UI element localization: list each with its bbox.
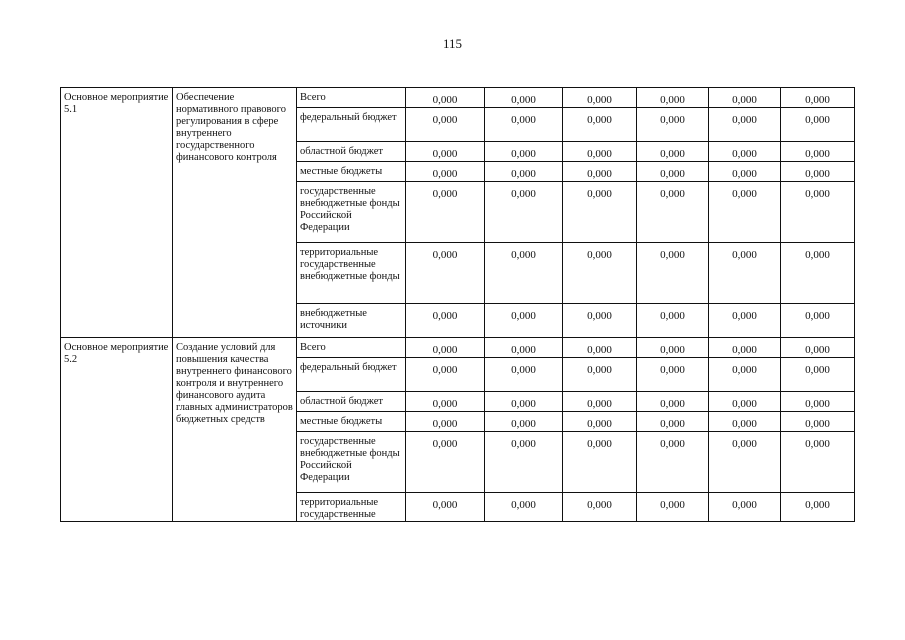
amount-cell: 0,000 [485,493,563,522]
amount-cell: 0,000 [637,432,709,493]
amount-cell: 0,000 [781,142,855,162]
amount-cell: 0,000 [709,338,781,358]
amount-cell: 0,000 [637,493,709,522]
amount-cell: 0,000 [637,182,709,243]
amount-cell: 0,000 [485,162,563,182]
amount-cell: 0,000 [709,412,781,432]
amount-cell: 0,000 [709,432,781,493]
amount-cell: 0,000 [563,338,637,358]
amount-cell: 0,000 [781,182,855,243]
amount-cell: 0,000 [485,432,563,493]
amount-cell: 0,000 [781,243,855,304]
amount-cell: 0,000 [781,358,855,392]
amount-cell: 0,000 [406,142,485,162]
amount-cell: 0,000 [485,142,563,162]
funding-source: федеральный бюджет [297,108,406,142]
amount-cell: 0,000 [781,412,855,432]
amount-cell: 0,000 [406,108,485,142]
amount-cell: 0,000 [563,432,637,493]
amount-cell: 0,000 [563,108,637,142]
amount-cell: 0,000 [781,304,855,338]
amount-cell: 0,000 [406,243,485,304]
amount-cell: 0,000 [406,88,485,108]
amount-cell: 0,000 [709,108,781,142]
activity-code: Основное мероприятие 5.1 [61,88,173,338]
table-row [61,88,855,108]
amount-cell: 0,000 [709,493,781,522]
funding-source: территориальные государственные внебюджетные фонды [297,243,406,304]
amount-cell: 0,000 [637,162,709,182]
amount-cell: 0,000 [781,108,855,142]
amount-cell: 0,000 [563,142,637,162]
amount-cell: 0,000 [781,493,855,522]
amount-cell: 0,000 [406,412,485,432]
amount-cell: 0,000 [406,493,485,522]
amount-cell: 0,000 [637,88,709,108]
funding-source: местные бюджеты [297,412,406,432]
amount-cell: 0,000 [563,304,637,338]
amount-cell: 0,000 [563,243,637,304]
amount-cell: 0,000 [563,182,637,243]
funding-source: областной бюджет [297,392,406,412]
amount-cell: 0,000 [485,108,563,142]
amount-cell: 0,000 [563,493,637,522]
amount-cell: 0,000 [485,392,563,412]
activity-title: Создание условий для повышения качества внутреннего финансового контроля и внутреннего финансового аудита главных администраторов бюджетных средств [173,338,297,522]
amount-cell: 0,000 [637,412,709,432]
amount-cell: 0,000 [637,358,709,392]
funding-source: государственные внебюджетные фонды Российской Федерации [297,432,406,493]
amount-cell: 0,000 [485,338,563,358]
amount-cell: 0,000 [485,182,563,243]
amount-cell: 0,000 [485,88,563,108]
funding-source: территориальные государственные [297,493,406,522]
amount-cell: 0,000 [709,243,781,304]
amount-cell: 0,000 [485,304,563,338]
amount-cell: 0,000 [781,338,855,358]
amount-cell: 0,000 [781,162,855,182]
amount-cell: 0,000 [637,108,709,142]
funding-source: федеральный бюджет [297,358,406,392]
amount-cell: 0,000 [406,182,485,243]
amount-cell: 0,000 [406,392,485,412]
activity-code: Основное мероприятие 5.2 [61,338,173,522]
amount-cell: 0,000 [709,358,781,392]
amount-cell: 0,000 [485,358,563,392]
funding-source: областной бюджет [297,142,406,162]
amount-cell: 0,000 [709,162,781,182]
amount-cell: 0,000 [637,304,709,338]
table-row [61,338,855,358]
amount-cell: 0,000 [709,182,781,243]
amount-cell: 0,000 [709,88,781,108]
amount-cell: 0,000 [709,392,781,412]
amount-cell: 0,000 [637,243,709,304]
amount-cell: 0,000 [485,243,563,304]
amount-cell: 0,000 [637,142,709,162]
funding-source: внебюджетные источники [297,304,406,338]
amount-cell: 0,000 [563,412,637,432]
amount-cell: 0,000 [406,358,485,392]
amount-cell: 0,000 [563,358,637,392]
funding-source: Всего [297,88,406,108]
amount-cell: 0,000 [781,392,855,412]
activity-title: Обеспечение нормативного правового регулирования в сфере внутреннего государственного финансового контроля [173,88,297,338]
amount-cell: 0,000 [563,392,637,412]
amount-cell: 0,000 [781,432,855,493]
amount-cell: 0,000 [709,142,781,162]
amount-cell: 0,000 [637,338,709,358]
amount-cell: 0,000 [781,88,855,108]
amount-cell: 0,000 [709,304,781,338]
funding-source: Всего [297,338,406,358]
amount-cell: 0,000 [563,162,637,182]
page-number: 115 [442,36,463,51]
funding-source: государственные внебюджетные фонды Российской Федерации [297,182,406,243]
amount-cell: 0,000 [637,392,709,412]
funding-source: местные бюджеты [297,162,406,182]
amount-cell: 0,000 [406,162,485,182]
funding-table [60,87,855,522]
amount-cell: 0,000 [563,88,637,108]
amount-cell: 0,000 [406,304,485,338]
amount-cell: 0,000 [406,432,485,493]
amount-cell: 0,000 [406,338,485,358]
amount-cell: 0,000 [485,412,563,432]
